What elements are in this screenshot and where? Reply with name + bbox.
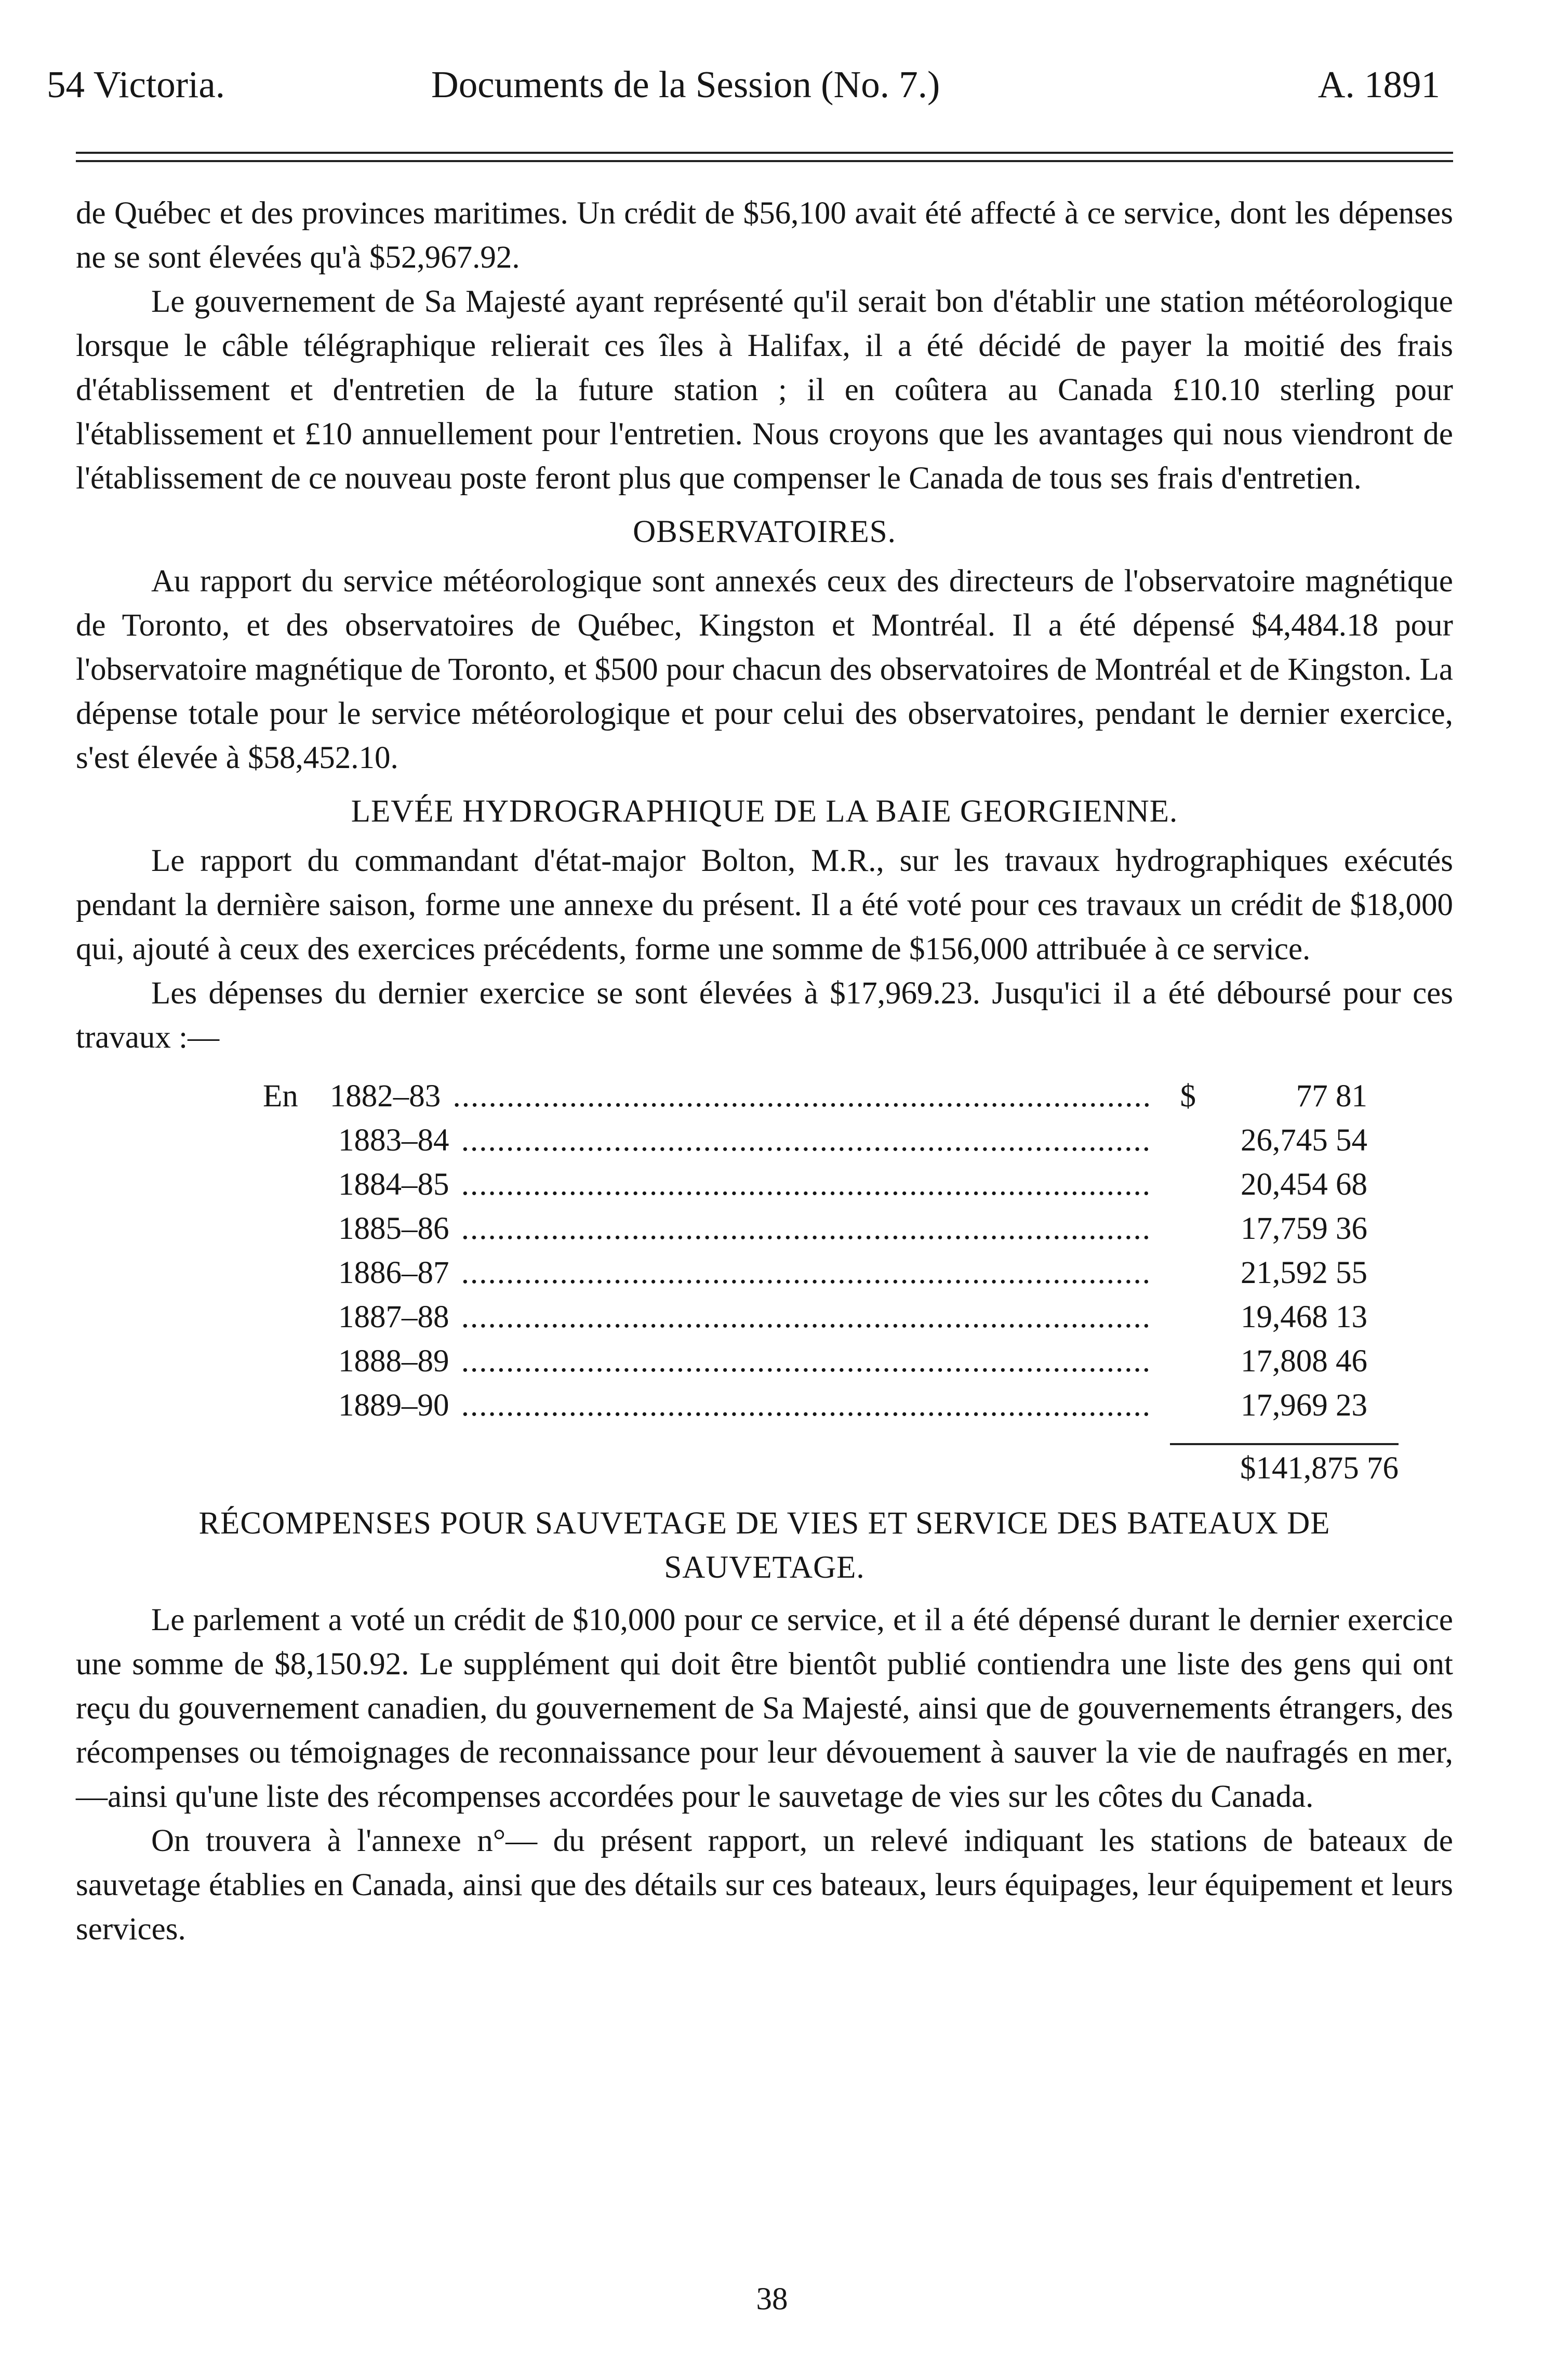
header-rule-top [76,152,1453,154]
table-total: $141,875 76 [1240,1451,1399,1486]
table-total-row [263,1427,1399,1490]
table-year: 1888–89 [338,1344,452,1379]
table-row [263,1251,1399,1295]
header-volume: 54 Victoria. [47,63,225,105]
section-heading-recompenses: RÉCOMPENSES POUR SAUVETAGE DE VIES ET SERVICE DES BATEAUX DE SAUVETAGE. [198,1506,1330,1585]
table-year: 1884–85 [338,1167,452,1202]
table-amount: 20,454 68 [1241,1167,1367,1202]
table-row [263,1207,1399,1251]
table-amount: 26,745 54 [1241,1123,1367,1158]
table-amount: 77 81 [1296,1079,1367,1114]
expenditure-table [263,1074,1399,1490]
paragraph-depenses: Les dépenses du dernier exercice se sont élevées à $17,969.23. Jusqu'ici il a été déboursé pour ces travaux :— [76,976,1453,1055]
table-amount: 21,592 55 [1241,1255,1367,1290]
section-heading-hydrographique: LEVÉE HYDROGRAPHIQUE DE LA BAIE GEORGIENNE. [351,794,1178,829]
section-heading-observatoires: OBSERVATOIRES. [633,514,896,549]
table-row [263,1383,1399,1427]
table-row [263,1118,1399,1162]
running-header [47,61,1440,108]
paragraph-hydrographique: Le rapport du commandant d'état-major Bolton, M.R., sur les travaux hydrographiques exécutés pendant la dernière saison, forme une annexe du présent. Il a été voté pour ces travaux un crédit de $18,000 qui, ajouté à ceux des exercices précédents, forme une somme de $156,000 attribuée à ce service. [76,843,1453,967]
paragraph-continuation: de Québec et des provinces maritimes. Un crédit de $56,100 avait été affecté à ce service, dont les dépenses ne se sont élevées qu'à $52,967.92. [76,196,1453,275]
table-amount: 17,808 46 [1241,1344,1367,1379]
paragraph-annexe: On trouvera à l'annexe n°— du présent rapport, un relevé indiquant les stations de bateaux de sauvetage établies en Canada, ainsi que des détails sur ces bateaux, leurs équipages, leur équipement et leurs services. [76,1823,1453,1947]
table-row [263,1339,1399,1383]
header-year: A. 1891 [1317,63,1440,105]
table-year: 1887–88 [338,1300,452,1334]
table-amount: 19,468 13 [1241,1300,1367,1334]
header-title: Documents de la Session (No. 7.) [431,63,940,105]
table-amount: 17,759 36 [1241,1211,1367,1246]
header-rule-bottom [76,160,1453,162]
table-row [263,1295,1399,1339]
table-row [263,1162,1399,1207]
table-currency: $ [1180,1079,1196,1114]
table-year: 1886–87 [338,1255,452,1290]
table-year: 1885–86 [338,1211,452,1246]
total-rule [1170,1443,1399,1445]
paragraph-recompenses: Le parlement a voté un crédit de $10,000 pour ce service, et il a été dépensé durant le dernier exercice une somme de $8,150.92. Le supplément qui doit être bientôt publié contiendra une liste des gens qui ont reçu du gouvernement canadien, du gouvernement de Sa Majesté, ainsi que de gouvernements étrangers, des récompenses ou témoignages de reconnaissance pour leur dévouement à sauver la vie de naufragés en mer,—ainsi qu'une liste des récompenses accordées pour le sauvetage de vies sur les côtes du Canada. [76,1603,1453,1814]
table-prefix: En [263,1079,298,1114]
paragraph-observatoires: Au rapport du service météorologique sont annexés ceux des directeurs de l'observatoire magnétique de Toronto, et des observatoires de Québec, Kingston et Montréal. Il a été dépensé $4,484.18 pour l'observatoire magnétique de Toronto, et $500 pour chacun des observatoires de Montréal et de Kingston. La dépense totale pour le service météorologique et pour celui des observatoires, pendant le dernier exercice, s'est élevée à $58,452.10. [76,564,1453,775]
paragraph-station: Le gouvernement de Sa Majesté ayant représenté qu'il serait bon d'établir une station météorologique lorsque le câble télégraphique relierait ces îles à Halifax, il a été décidé de payer la moitié des frais d'établissement et d'entretien de la future station ; il en coûtera au Canada £10.10 sterling pour l'établissement et £10 annuellement pour l'entretien. Nous croyons que les avantages qui nous viendront de l'établissement de ce nouveau poste feront plus que compenser le Canada de tous ses frais d'entretien. [76,284,1453,496]
body-text [76,191,1453,1951]
page-number: 38 [756,2282,788,2317]
table-year: 1883–84 [338,1123,452,1158]
table-row [263,1074,1399,1118]
table-year: 1889–90 [338,1388,452,1423]
table-year: 1882–83 [329,1079,441,1114]
table-amount: 17,969 23 [1241,1388,1367,1423]
